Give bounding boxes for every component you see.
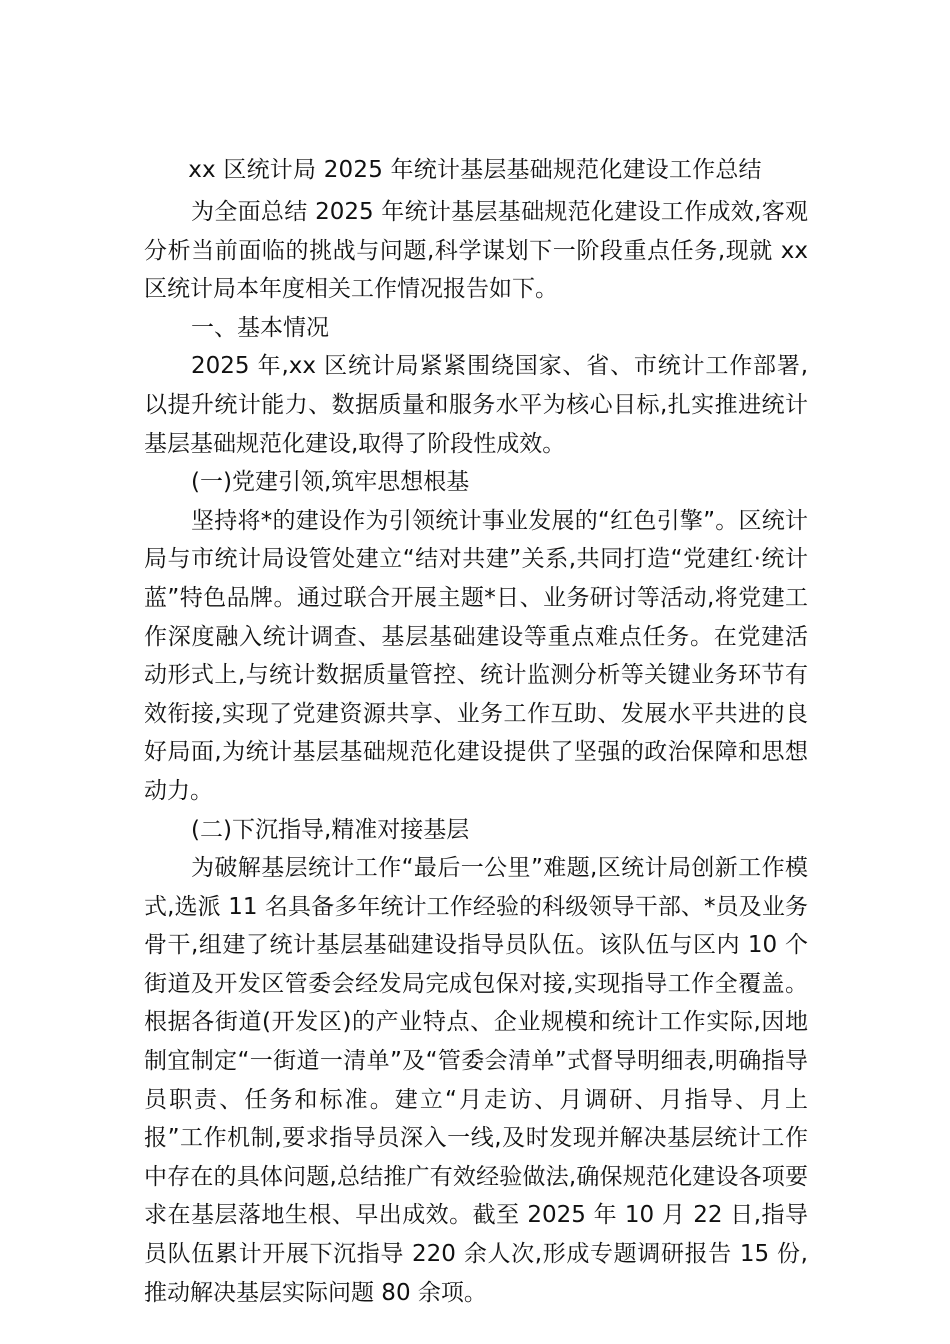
paragraph-party-leadership: 坚持将*的建设作为引领统计事业发展的“红色引擎”。区统计局与市统计局设管处建立“结对共建”关系,共同打造“党建红·统计蓝”特色品牌。通过联合开展主题*日、业务研讨等活动,将党建工作深度融入统计调查、基层基础建设等重点难点任务。在党建活动形式上,与统计数据质量管控、统计监测分析等关键业务环节有效衔接,实现了党建资源共享、业务工作互助、发展水平共进的良好局面,为统计基层基础规范化建设提供了坚强的政治保障和思想动力。 (144, 507, 808, 804)
paragraph-basic-overview: 2025 年,xx 区统计局紧紧围绕国家、省、市统计工作部署,以提升统计能力、数据质量和服务水平为核心目标,扎实推进统计基层基础规范化建设,取得了阶段性成效。 (144, 353, 808, 457)
document-body (144, 193, 808, 1312)
paragraph-intro: 为全面总结 2025 年统计基层基础规范化建设工作成效,客观分析当前面临的挑战与问题,科学谋划下一阶段重点任务,现就 xx 区统计局本年度相关工作情况报告如下。 (144, 199, 808, 303)
section-heading-basic: 一、基本情况 (191, 314, 329, 341)
paragraph-grassroots-guidance: 为破解基层统计工作“最后一公里”难题,区统计局创新工作模式,选派 11 名具备多年统计工作经验的科级领导干部、*员及业务骨干,组建了统计基层基础建设指导员队伍。该队伍与区内 10 个街道及开发区管委会经发局完成包保对接,实现指导工作全覆盖。根据各街道(开发区)的产业特点、企业规模和统计工作实际,因地制宜制定“一街道一清单”及“管委会清单”式督导明细表,明确指导员职责、任务和标准。建立“月走访、月调研、月指导、月上报”工作机制,要求指导员深入一线,及时发现并解决基层统计工作中存在的具体问题,总结推广有效经验做法,确保规范化建设各项要求在基层落地生根、早出成效。截至 2025 年 10 月 22 日,指导员队伍累计开展下沉指导 220 余人次,形成专题调研报告 15 份,推动解决基层实际问题 80 余项。 (144, 855, 808, 1306)
subheading-party-leadership: (一)党建引领,筑牢思想根基 (191, 469, 470, 496)
document-title: xx 区统计局 2025 年统计基层基础规范化建设工作总结 (188, 157, 762, 183)
subheading-grassroots-guidance: (二)下沉指导,精准对接基层 (191, 816, 470, 843)
